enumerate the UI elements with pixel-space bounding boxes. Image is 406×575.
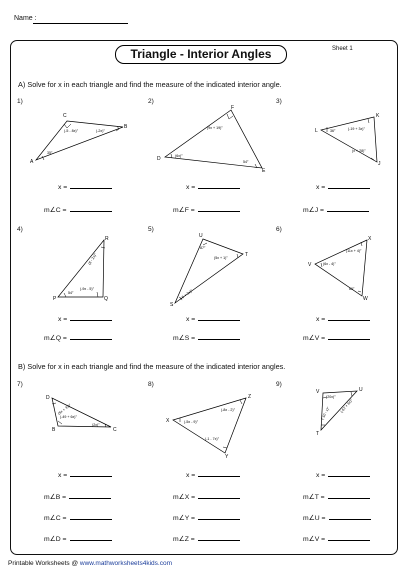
worksheet-title: Triangle - Interior Angles <box>115 45 287 64</box>
answer-line-x[interactable]: x = <box>186 316 240 323</box>
problem-number: 3) <box>276 98 282 105</box>
answer-line-x[interactable]: x = <box>316 316 370 323</box>
angle-label: 54° <box>243 160 249 164</box>
answer-line-x[interactable]: x = <box>316 184 370 191</box>
name-label: Name : <box>14 15 37 22</box>
vertex-label: T <box>316 431 320 437</box>
vertex-label: K <box>376 113 380 119</box>
name-line <box>33 23 128 24</box>
answer-line-x[interactable]: x = <box>58 316 112 323</box>
vertex-label: U <box>199 233 203 239</box>
problem-number: 5) <box>148 226 154 233</box>
problem-number: 7) <box>17 381 23 388</box>
answer-line-angle[interactable]: m∠V = <box>303 535 370 543</box>
vertex-label: Q <box>104 296 108 302</box>
angle-label: (2x)° <box>92 423 100 427</box>
problem-number: 6) <box>276 226 282 233</box>
angle-label: (6x)° <box>175 154 183 158</box>
angle-label: (8 - 2x)° <box>87 252 98 266</box>
answer-line-angle[interactable]: m∠F = <box>173 206 240 214</box>
vertex-label: L <box>315 128 318 134</box>
angle-label: (-9x - 5)° <box>80 287 95 291</box>
problem-number: 8) <box>148 381 154 388</box>
answer-line-x[interactable]: x = <box>316 472 370 479</box>
sheet-number: Sheet 1 <box>332 46 353 52</box>
angle-label: 36° <box>330 129 336 133</box>
angle-label: (x + 28)° <box>352 149 366 153</box>
vertex-label: D <box>157 156 161 162</box>
vertex-label: D <box>46 395 50 401</box>
vertex-label: V <box>316 389 320 395</box>
vertex-label: W <box>363 296 368 302</box>
angle-label: 54° <box>68 291 74 295</box>
vertex-label: R <box>105 236 109 242</box>
angle-label: (-10 - x)° <box>320 406 331 421</box>
vertex-label: J <box>378 161 381 167</box>
answer-line-angle[interactable]: m∠X = <box>173 493 240 501</box>
answer-line-x[interactable]: x = <box>58 472 112 479</box>
vertex-label: V <box>308 262 312 268</box>
vertex-label: T <box>245 252 249 258</box>
answer-line-angle[interactable]: m∠J = <box>303 206 369 214</box>
angle-label: (-1 - 7x)° <box>205 437 220 441</box>
angle-label: (6x - 4)° <box>323 262 336 266</box>
vertex-label: Y <box>225 454 229 460</box>
problem-number: 1) <box>17 98 23 105</box>
angle-label: (-2x)° <box>96 129 105 133</box>
vertex-label: E <box>262 168 266 174</box>
vertex-label: X <box>368 236 372 242</box>
answer-line-angle[interactable]: m∠T = <box>303 493 370 501</box>
angle-label: (20x)° <box>326 395 336 399</box>
answer-line-angle[interactable]: m∠Q = <box>44 334 112 342</box>
vertex-label: P <box>53 296 57 302</box>
vertex-label: U <box>359 387 363 393</box>
angle-label: (-5 - 8x)° <box>64 129 79 133</box>
answer-line-x[interactable]: x = <box>186 184 240 191</box>
angle-label: (11x + 4)° <box>346 249 362 253</box>
answer-line-angle[interactable]: m∠D = <box>44 535 112 543</box>
angle-label: (5x + 1)° <box>214 256 228 260</box>
answer-line-angle[interactable]: m∠V = <box>303 334 370 342</box>
footer <box>8 560 172 567</box>
answer-line-angle[interactable]: m∠C = <box>44 206 112 214</box>
vertex-label: C <box>113 427 117 433</box>
angle-label: (-67 + 6x)° <box>339 398 354 414</box>
footer-site-link[interactable]: www.mathworksheets4kids.com <box>79 560 172 567</box>
vertex-label: F <box>231 105 235 111</box>
answer-line-angle[interactable]: m∠U = <box>303 514 371 522</box>
answer-line-angle[interactable]: m∠C = <box>44 514 112 522</box>
answer-line-angle[interactable]: m∠S = <box>173 334 240 342</box>
angle-label: 60° <box>349 287 355 291</box>
answer-line-x[interactable]: x = <box>186 472 240 479</box>
vertex-label: X <box>166 418 170 424</box>
answer-line-angle[interactable]: m∠Z = <box>173 535 240 543</box>
problem-number: 9) <box>276 381 282 388</box>
vertex-label: C <box>63 113 67 119</box>
angle-label: (5x + 33)° <box>57 402 73 416</box>
problem-number: 4) <box>17 226 23 233</box>
vertex-label: S <box>170 302 174 308</box>
vertex-label: Z <box>248 394 252 400</box>
answer-line-angle[interactable]: m∠B = <box>44 493 111 501</box>
angle-label: (-19 + 3x)° <box>348 127 365 131</box>
angle-label: (-8x - 2)° <box>221 408 236 412</box>
section-b-instruction: B) Solve for x in each triangle and find the measure of the indicated interior angles. <box>18 362 286 371</box>
angle-label: (9x + 19)° <box>207 126 223 130</box>
angle-label: 35° <box>47 151 53 155</box>
vertex-label: A <box>30 159 34 165</box>
footer-prefix: Printable Worksheets @ <box>8 560 80 567</box>
problem-number: 2) <box>148 98 154 105</box>
answer-line-x[interactable]: x = <box>58 184 112 191</box>
angle-label: (-49 + 6x)° <box>60 415 77 419</box>
vertex-label: B <box>52 427 56 433</box>
angle-label: (-5x - 9)° <box>184 420 199 424</box>
section-a-instruction: A) Solve for x in each triangle and find the measure of the indicated interior angle. <box>18 80 282 89</box>
vertex-label: B <box>124 124 128 130</box>
angle-label: 87° <box>200 246 206 250</box>
answer-line-angle[interactable]: m∠Y = <box>173 514 240 522</box>
angle-label: (-5 + 2x)° <box>179 288 194 301</box>
